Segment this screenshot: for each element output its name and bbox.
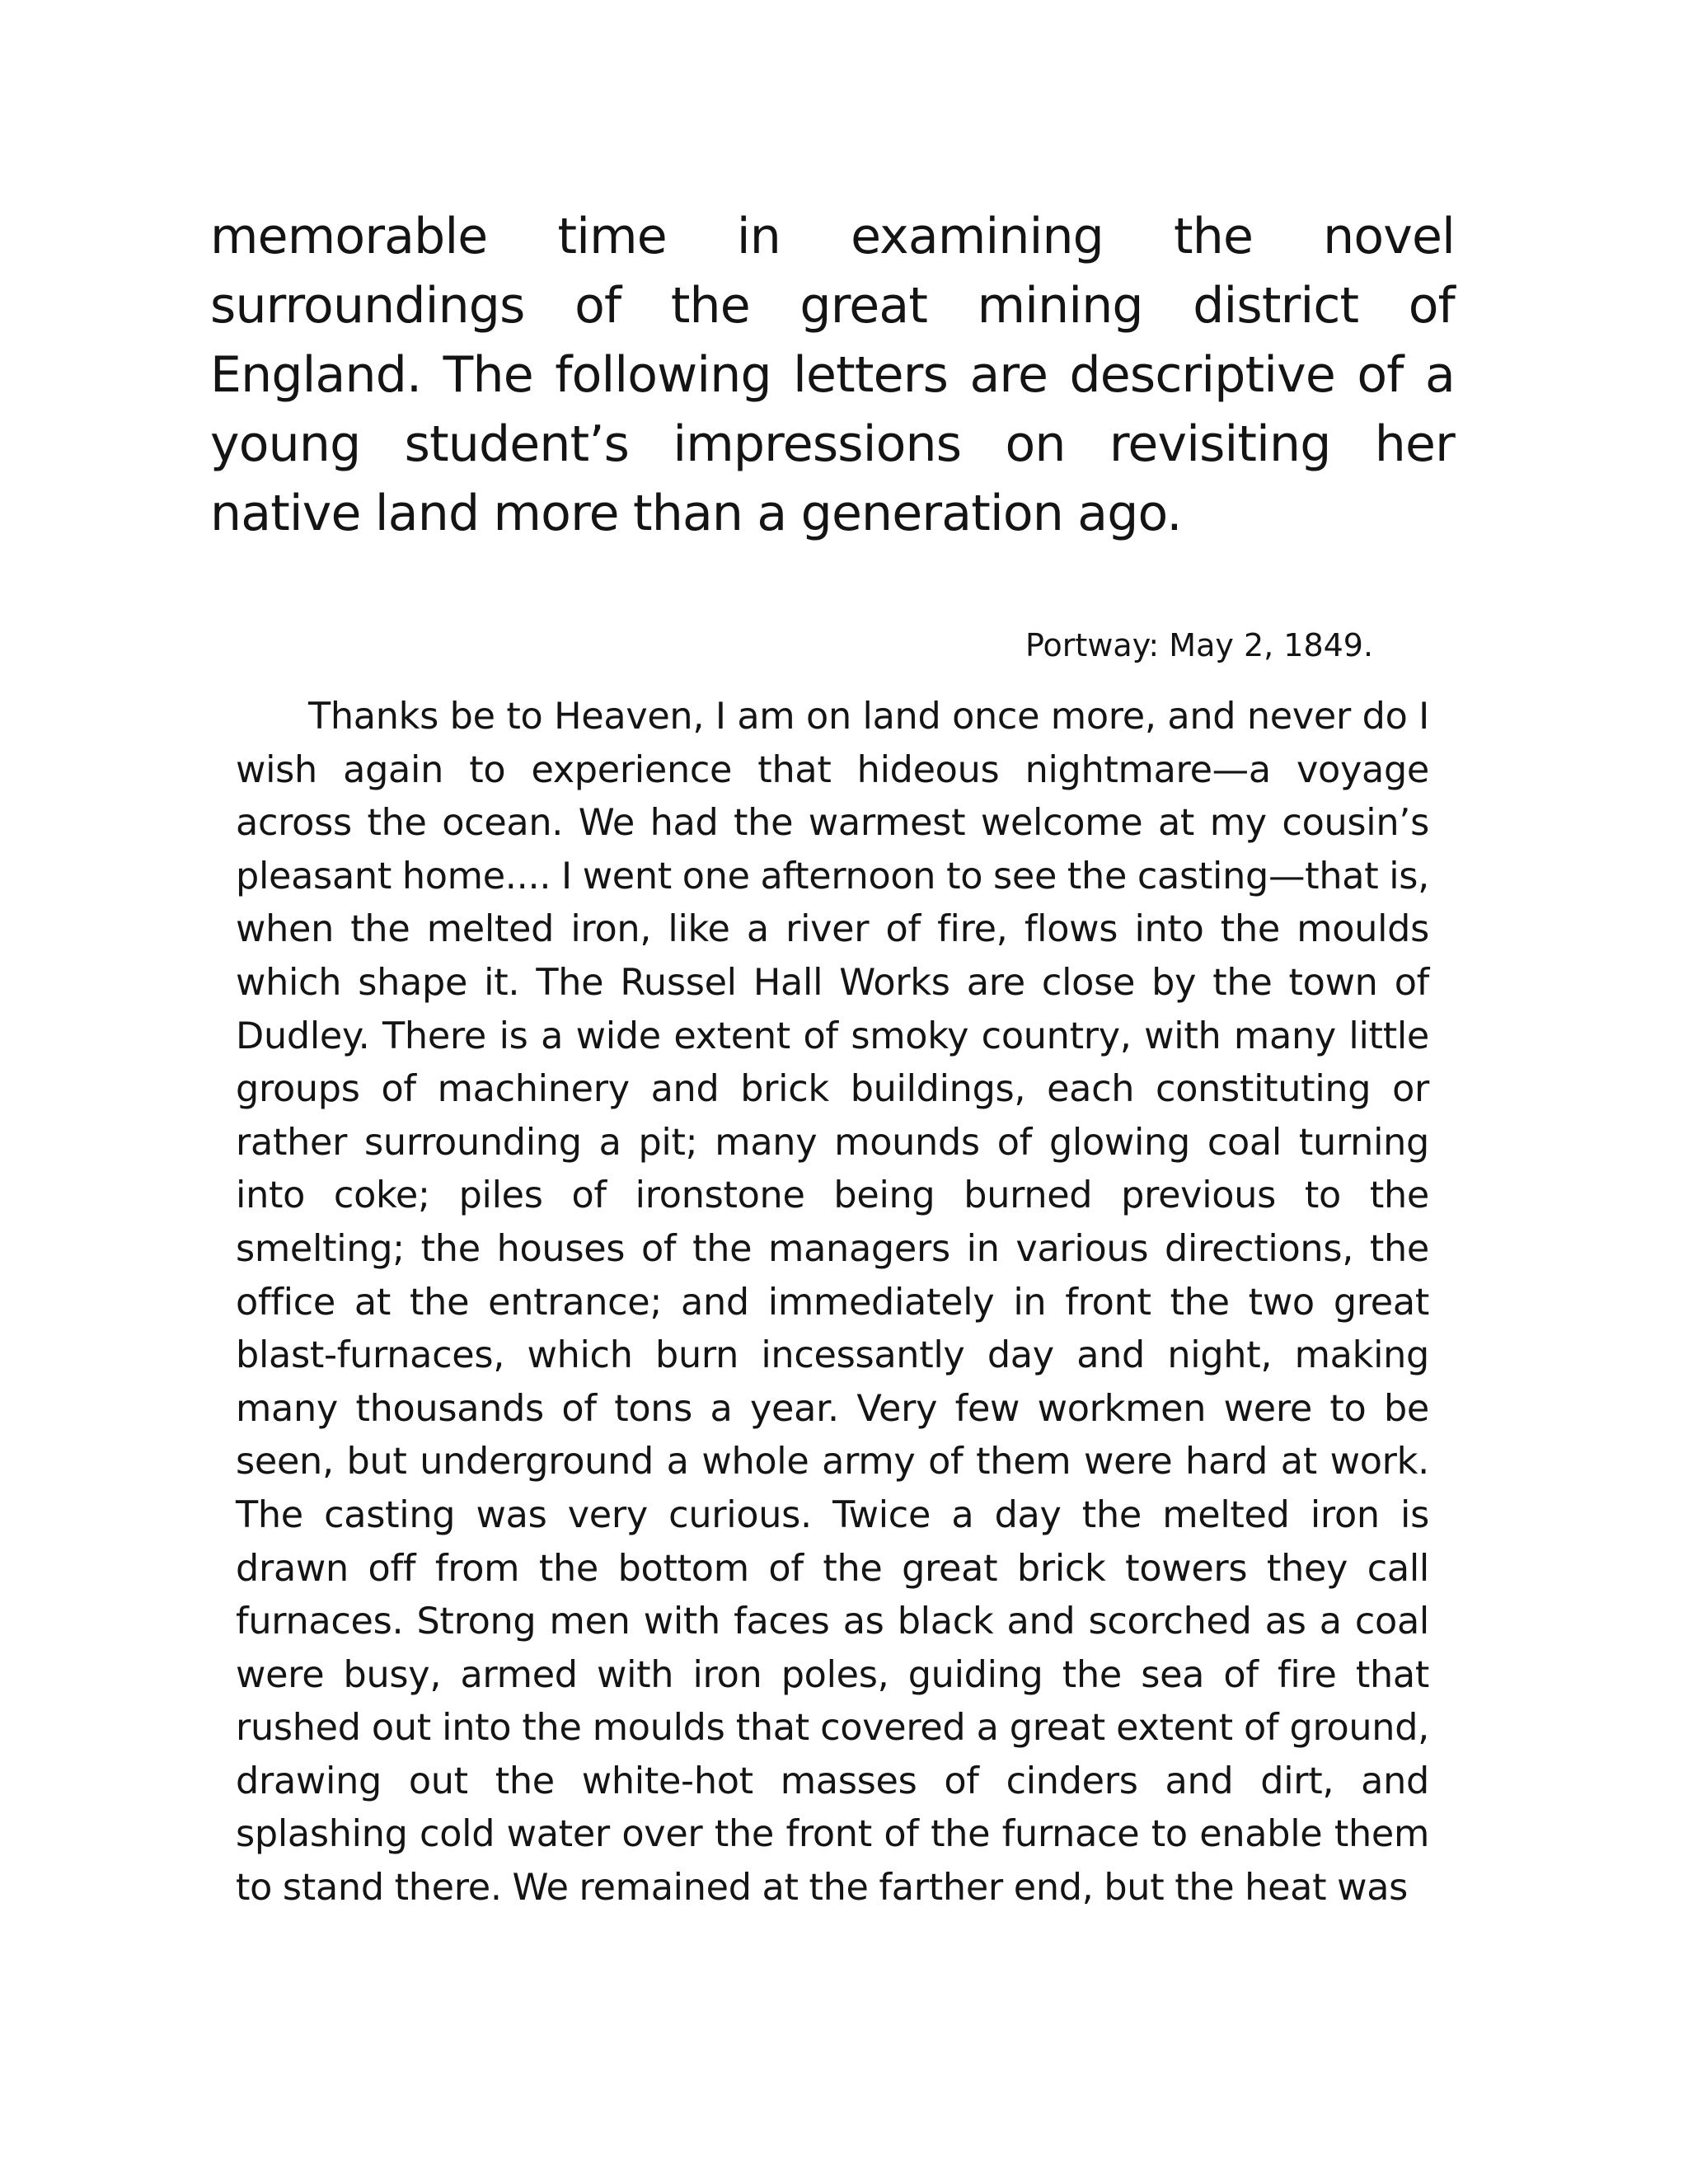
intro-paragraph: memorable time in examining the novel surroundings of the great mining district of England. The following letters are descriptive of a young student’s impressions on revisiting her native land more than a generation ago. [210, 208, 1455, 542]
letter-dateline: Portway: May 2, 1849. [1025, 627, 1374, 663]
letter-body: Thanks be to Heaven, I am on land once more, and never do I wish again to experience that hideous nightmare—a voyage across the ocean. We had the warmest welcome at my cousin’s pleasant home.... I went one afternoon to see the casting—that is, when the melted iron, like a river of fire, flows into the moulds which shape it. The Russel Hall Works are close by the town of Dudley. There is a wide extent of smoky country, with many little groups of machinery and brick buildings, each constituting or rather surrounding a pit; many mounds of glowing coal turning into coke; piles of ironstone being burned previous to the smelting; the houses of the managers in various directions, the office at the entrance; and immediately in front the two great blast-furnaces, which burn incessantly day and night, making many thousands of tons a year. Very few workmen were to be seen, but underground a whole army of them were hard at work. The casting was very curious. Twice a day the melted iron is drawn off from the bottom of the great brick towers they call furnaces. Strong men with faces as black and scorched as a coal were busy, armed with iron poles, guiding the sea of fire that rushed out into the moulds that covered a great extent of ground, drawing out the white-hot masses of cinders and dirt, and splashing cold water over the front of the furnace to enable them to stand there. We remained at the farther end, but the heat was [236, 696, 1429, 1910]
